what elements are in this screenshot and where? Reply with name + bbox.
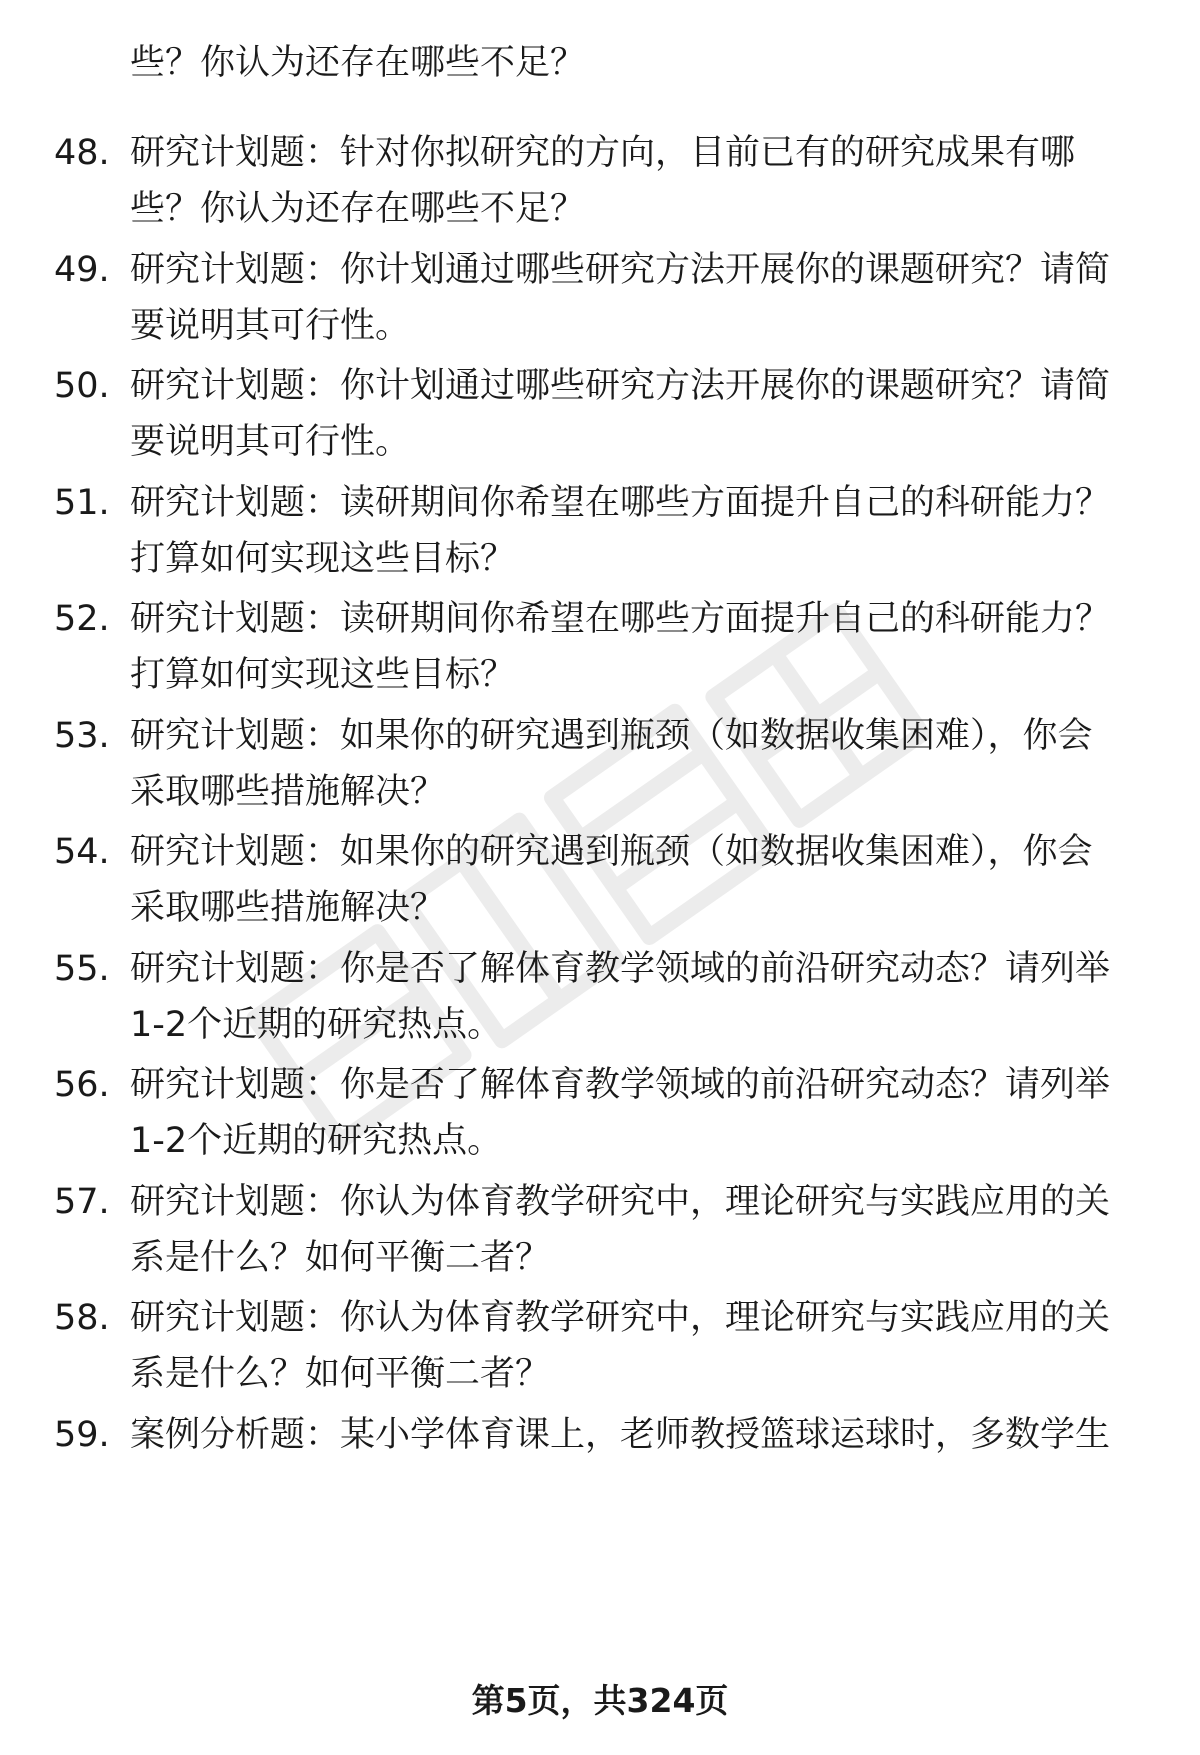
item-text-line1: 研究计划题：你是否了解体育教学领域的前沿研究动态？请列举	[130, 1065, 1111, 1105]
item-text-line1: 研究计划题：你认为体育教学研究中，理论研究与实践应用的关	[130, 1182, 1111, 1222]
item-number: 48.	[54, 133, 110, 173]
item-number: 59.	[54, 1415, 110, 1455]
item-text-line1: 研究计划题：你计划通过哪些研究方法开展你的课题研究？请简	[130, 250, 1111, 290]
item-text-line1: 研究计划题：针对你拟研究的方向，目前已有的研究成果有哪	[130, 133, 1076, 173]
item-text-line2: 系是什么？如何平衡二者？	[130, 1238, 551, 1278]
item-number: 55.	[54, 949, 110, 989]
item-text-line1: 研究计划题：如果你的研究遇到瓶颈（如数据收集困难），你会	[130, 716, 1093, 756]
item-text-line2: 1-2个近期的研究热点。	[130, 1121, 503, 1161]
item-number: 54.	[54, 832, 110, 872]
page-footer: 第5页，共324页	[471, 1681, 729, 1720]
item-text-line1: 研究计划题：读研期间你希望在哪些方面提升自己的科研能力？	[130, 599, 1111, 639]
item-text-line1: 案例分析题：某小学体育课上，老师教授篮球运球时，多数学生	[130, 1415, 1111, 1455]
item-number: 58.	[54, 1298, 110, 1338]
item-number: 52.	[54, 599, 110, 639]
item-text-line1: 研究计划题：如果你的研究遇到瓶颈（如数据收集困难），你会	[130, 832, 1093, 872]
item-number: 53.	[54, 716, 110, 756]
item-number: 56.	[54, 1065, 110, 1105]
item-text-line2: 采取哪些措施解决？	[130, 772, 446, 812]
item-text-line1: 研究计划题：你认为体育教学研究中，理论研究与实践应用的关	[130, 1298, 1111, 1338]
item-number: 57.	[54, 1182, 110, 1222]
item-text-line2: 要说明其可行性。	[130, 306, 411, 346]
item-text-line2: 些？你认为还存在哪些不足？	[130, 189, 586, 229]
item-text-line1: 研究计划题：你计划通过哪些研究方法开展你的课题研究？请简	[130, 366, 1111, 406]
item-text-line2: 要说明其可行性。	[130, 422, 411, 462]
item-text-line2: 采取哪些措施解决？	[130, 888, 446, 928]
item-text-line1: 研究计划题：读研期间你希望在哪些方面提升自己的科研能力？	[130, 483, 1111, 523]
item-text-line2: 1-2个近期的研究热点。	[130, 1005, 503, 1045]
item-text-line2: 系是什么？如何平衡二者？	[130, 1354, 551, 1394]
item-number: 49.	[54, 250, 110, 290]
item-text-line2: 打算如何实现这些目标？	[130, 655, 516, 695]
continuation-text: 些？你认为还存在哪些不足？	[130, 43, 586, 83]
item-text-line1: 研究计划题：你是否了解体育教学领域的前沿研究动态？请列举	[130, 949, 1111, 989]
item-number: 50.	[54, 366, 110, 406]
item-number: 51.	[54, 483, 110, 523]
item-text-line2: 打算如何实现这些目标？	[130, 539, 516, 579]
